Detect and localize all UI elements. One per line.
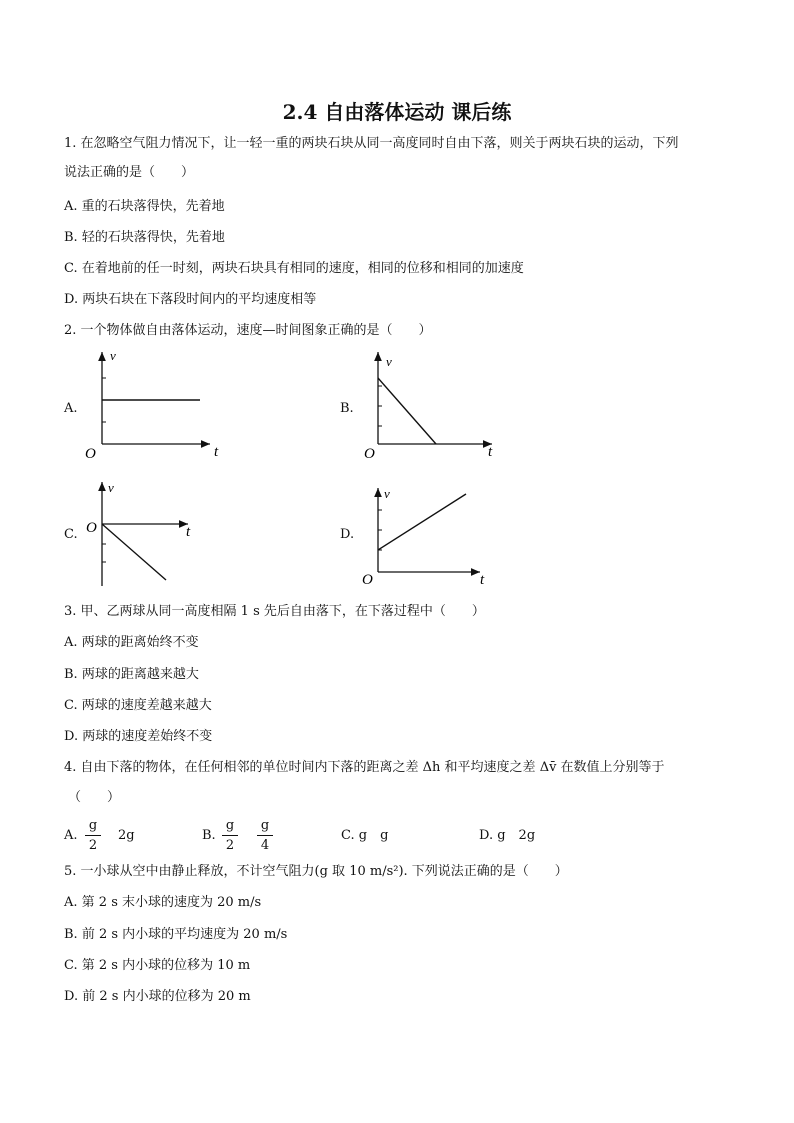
q4-option-b-fraction2: g 4 [257, 818, 273, 853]
graph-a-t-label: t [214, 444, 219, 460]
q4-option-b-label: B. [202, 828, 216, 843]
q2-stem: 2. 一个物体做自由落体运动，速度—时间图象正确的是（ ） [64, 323, 432, 338]
page-title: 2.4 自由落体运动 课后练 [282, 100, 512, 124]
q1-option-b: B. 轻的石块落得快，先着地 [64, 230, 225, 245]
q4-option-a-num: g [88, 818, 98, 833]
graph-a [80, 348, 240, 466]
svg-text:t: t [480, 572, 485, 588]
graph-a-v-label: v [110, 348, 116, 363]
svg-text:t: t [488, 444, 493, 460]
q2-label-d: D. [340, 527, 355, 542]
q5-option-b: B. 前 2 s 内小球的平均速度为 20 m/s [64, 927, 288, 942]
q4-option-a-den: 2 [88, 838, 98, 853]
q4-stem-line2: （ ） [68, 790, 121, 805]
graph-c [80, 478, 210, 590]
svg-text:t: t [186, 524, 191, 540]
q4-option-b-fraction1: g 2 [222, 818, 238, 853]
q1-option-c: C. 在着地前的任一时刻，两块石块具有相同的速度，相同的位移和相同的加速度 [64, 261, 524, 276]
svg-text:v: v [108, 480, 114, 495]
q3-option-b: B. 两球的距离越来越大 [64, 667, 199, 682]
q2-label-a: A. [64, 401, 78, 416]
q1-stem-line2: 说法正确的是（ ） [64, 165, 195, 180]
q3-option-c: C. 两球的速度差越来越大 [64, 698, 212, 713]
svg-text:O: O [362, 572, 373, 588]
q2-label-b: B. [340, 401, 354, 416]
q4-stem-line1: 4. 自由下落的物体，在任何相邻的单位时间内下落的距离之差 Δh 和平均速度之差 Δv̄ 在数值上分别等于 [64, 760, 665, 775]
graph-b-line [378, 378, 436, 444]
q3-stem: 3. 甲、乙两球从同一高度相隔 1 s 先后自由落下，在下落过程中（ ） [64, 604, 485, 619]
q4-option-a-label: A. [64, 828, 78, 843]
svg-text:O: O [86, 520, 97, 536]
q4-option-c: C. g g [341, 828, 389, 843]
q1-stem-line1: 1. 在忽略空气阻力情况下，让一轻一重的两块石块从同一高度同时自由下落，则关于两块石块的运动，下列 [64, 136, 679, 151]
q1-option-a: A. 重的石块落得快，先着地 [64, 199, 225, 214]
graph-d [356, 484, 496, 588]
q5-option-c: C. 第 2 s 内小球的位移为 10 m [64, 958, 251, 973]
q3-option-a: A. 两球的距离始终不变 [64, 635, 199, 650]
graph-a-origin: O [85, 446, 96, 462]
q1-option-d: D. 两块石块在下落段时间内的平均速度相等 [64, 292, 317, 307]
graph-c-line [102, 524, 166, 580]
svg-text:O: O [364, 446, 375, 462]
q4-option-d: D. g 2g [479, 828, 536, 843]
svg-text:v: v [386, 354, 392, 369]
q5-option-d: D. 前 2 s 内小球的位移为 20 m [64, 989, 251, 1004]
q4-option-a-second: 2g [118, 828, 135, 843]
q3-option-d: D. 两球的速度差始终不变 [64, 729, 213, 744]
q5-option-a: A. 第 2 s 末小球的速度为 20 m/s [64, 895, 262, 910]
q4-option-a-fraction [85, 818, 101, 853]
graph-b [356, 348, 516, 466]
q2-label-c: C. [64, 527, 78, 542]
graph-d-line [378, 494, 466, 550]
svg-text:v: v [384, 486, 390, 501]
q5-stem: 5. 一小球从空中由静止释放，不计空气阻力(g 取 10 m/s²). 下列说法正确的是（ ） [64, 864, 568, 879]
